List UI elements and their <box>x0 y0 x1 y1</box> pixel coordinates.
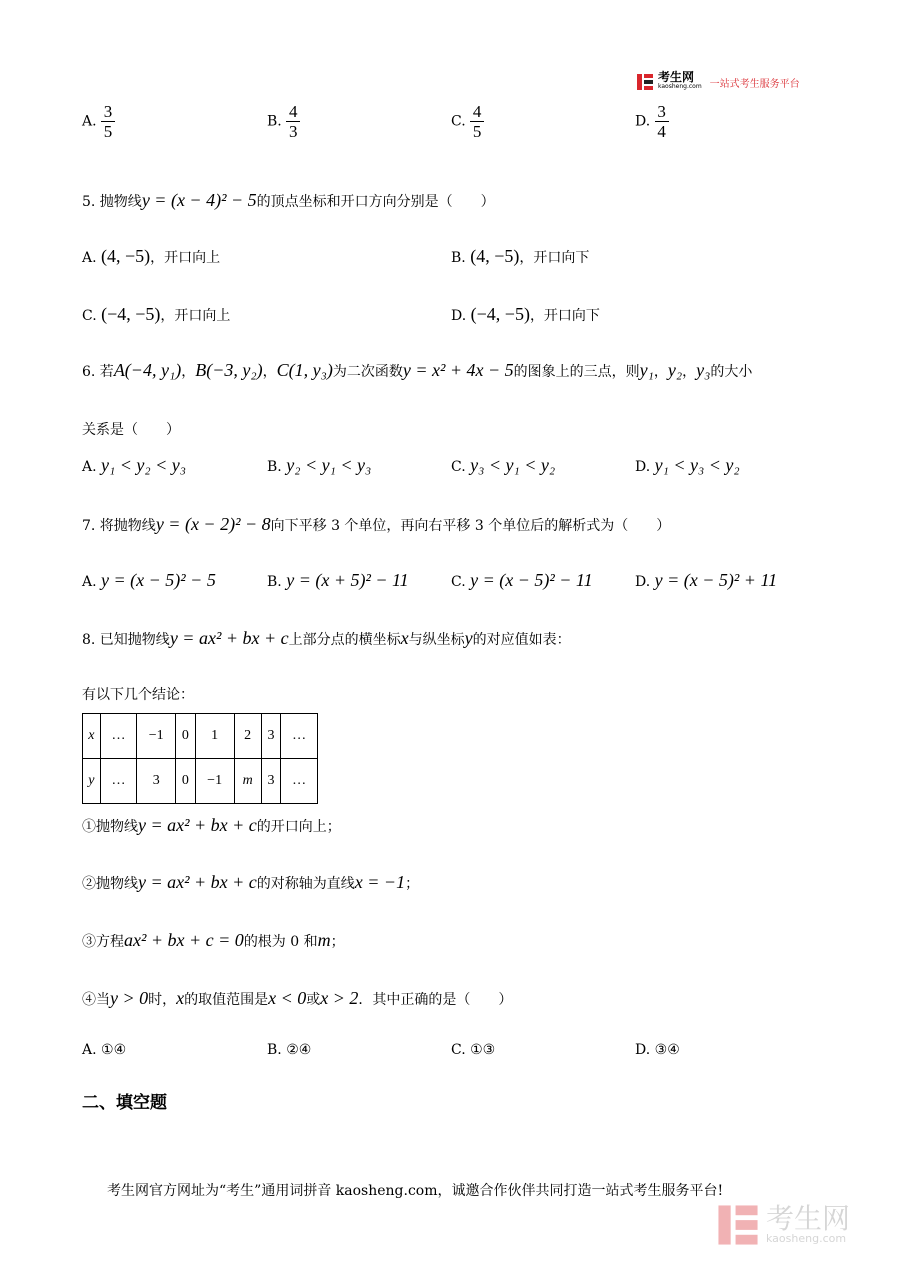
table-cell: x <box>83 714 101 759</box>
table-cell: y <box>83 759 101 804</box>
q8-statement-3: ③方程ax² + bx + c = 0的根为 0 和m； <box>82 930 345 950</box>
q6-option-c[interactable]: C. y₃ < y₁ < y₂ <box>451 455 556 475</box>
header-logo <box>636 72 800 92</box>
fraction: $\frac{4}{5}$ <box>470 102 484 141</box>
table-cell: −1 <box>137 714 176 759</box>
watermark-text: 考生网 <box>766 1202 851 1235</box>
table-cell: 0 <box>176 759 196 804</box>
q5-option-b[interactable]: B. (4, −5)，开口向下 <box>451 246 590 266</box>
watermark <box>716 1203 850 1247</box>
q6-stem-line2: 关系是（ ） <box>82 422 180 438</box>
table-row <box>83 714 318 759</box>
q5-stem: 5. 抛物线y = (x − 4)² − 5的顶点坐标和开口方向分别是（ ） <box>82 190 495 210</box>
table-cell: 3 <box>261 714 281 759</box>
table-cell: … <box>100 759 137 804</box>
table-cell: 0 <box>176 714 196 759</box>
q7-stem: 7. 将抛物线y = (x − 2)² − 8向下平移 3 个单位，再向右平移 3 个单位后的解析式为（ ） <box>82 514 671 534</box>
q8-statement-1: ①抛物线y = ax² + bx + c的开口向上； <box>82 815 341 835</box>
q8-option-a[interactable]: A. ①④ <box>82 1042 127 1058</box>
q8-intro: 有以下几个结论： <box>82 687 194 703</box>
q8-statement-2: ②抛物线y = ax² + bx + c的对称轴为直线x = −1； <box>82 872 420 892</box>
q5-formula: y = (x − 4)² − 5 <box>141 190 257 210</box>
table-cell: … <box>281 714 318 759</box>
fraction: $\frac{3}{4}$ <box>655 102 669 141</box>
q8-stem: 8. 已知抛物线y = ax² + bx + c上部分点的横坐标x与纵坐标y的对应值如表： <box>82 628 571 648</box>
q7-option-b[interactable]: B. y = (x + 5)² − 11 <box>267 570 409 590</box>
q4-option-a[interactable]: A. $\frac{3}{5}$ <box>82 102 115 141</box>
table-cell: −1 <box>195 759 234 804</box>
q5-option-d[interactable]: D. (−4, −5)，开口向下 <box>451 304 600 324</box>
value-table <box>82 713 318 804</box>
watermark-sub: kaosheng.com <box>766 1232 847 1245</box>
q5-option-a[interactable]: A. (4, −5)，开口向上 <box>82 246 221 266</box>
table-cell: 2 <box>234 714 261 759</box>
kaosheng-logo-icon <box>636 73 654 91</box>
q6-option-a[interactable]: A. y₁ < y₂ < y₃ <box>82 455 187 475</box>
table-cell: 1 <box>195 714 234 759</box>
q7-option-a[interactable]: A. y = (x − 5)² − 5 <box>82 570 216 590</box>
kaosheng-logo-icon <box>716 1203 760 1247</box>
logo-sub: kaosheng.com <box>658 83 702 90</box>
fraction: $\frac{4}{3}$ <box>286 102 300 141</box>
footer-text: 考生网官方网址为“考生”通用词拼音 kaosheng.com，诚邀合作伙伴共同打造一站式考生服务平台! <box>107 1183 724 1199</box>
q4-option-d[interactable]: D. $\frac{3}{4}$ <box>635 102 669 141</box>
q6-option-d[interactable]: D. y₁ < y₃ < y₂ <box>635 455 740 475</box>
logo-tagline: 一站式考生服务平台 <box>709 78 800 90</box>
table-cell: … <box>281 759 318 804</box>
q7-option-c[interactable]: C. y = (x − 5)² − 11 <box>451 570 593 590</box>
q5-option-c[interactable]: C. (−4, −5)，开口向上 <box>82 304 231 324</box>
q6-stem: 6. 若A(−4, y₁)，B(−3, y₂)，C(1, y₃)为二次函数y = x² + 4x − 5的图象上的三点，则y₁，y₂，y₃的大小 <box>82 360 753 380</box>
q6-option-b[interactable]: B. y₂ < y₁ < y₃ <box>267 455 372 475</box>
table-cell: 3 <box>261 759 281 804</box>
q7-option-d[interactable]: D. y = (x − 5)² + 11 <box>635 570 778 590</box>
table-row <box>83 759 318 804</box>
q8-option-b[interactable]: B. ②④ <box>267 1042 312 1058</box>
q8-statement-4: ④当y > 0时，x的取值范围是x < 0或x > 2．其中正确的是（ ） <box>82 988 513 1008</box>
q4-option-b[interactable]: B. $\frac{4}{3}$ <box>267 102 300 141</box>
fraction: $\frac{3}{5}$ <box>101 102 115 141</box>
table-cell: m <box>234 759 261 804</box>
q8-option-d[interactable]: D. ③④ <box>635 1042 680 1058</box>
q8-option-c[interactable]: C. ①③ <box>451 1042 496 1058</box>
section-heading: 二、填空题 <box>82 1093 167 1113</box>
table-cell: … <box>100 714 137 759</box>
logo-text: 考生网 <box>658 70 695 84</box>
table-cell: 3 <box>137 759 176 804</box>
q4-option-c[interactable]: C. $\frac{4}{5}$ <box>451 102 484 141</box>
